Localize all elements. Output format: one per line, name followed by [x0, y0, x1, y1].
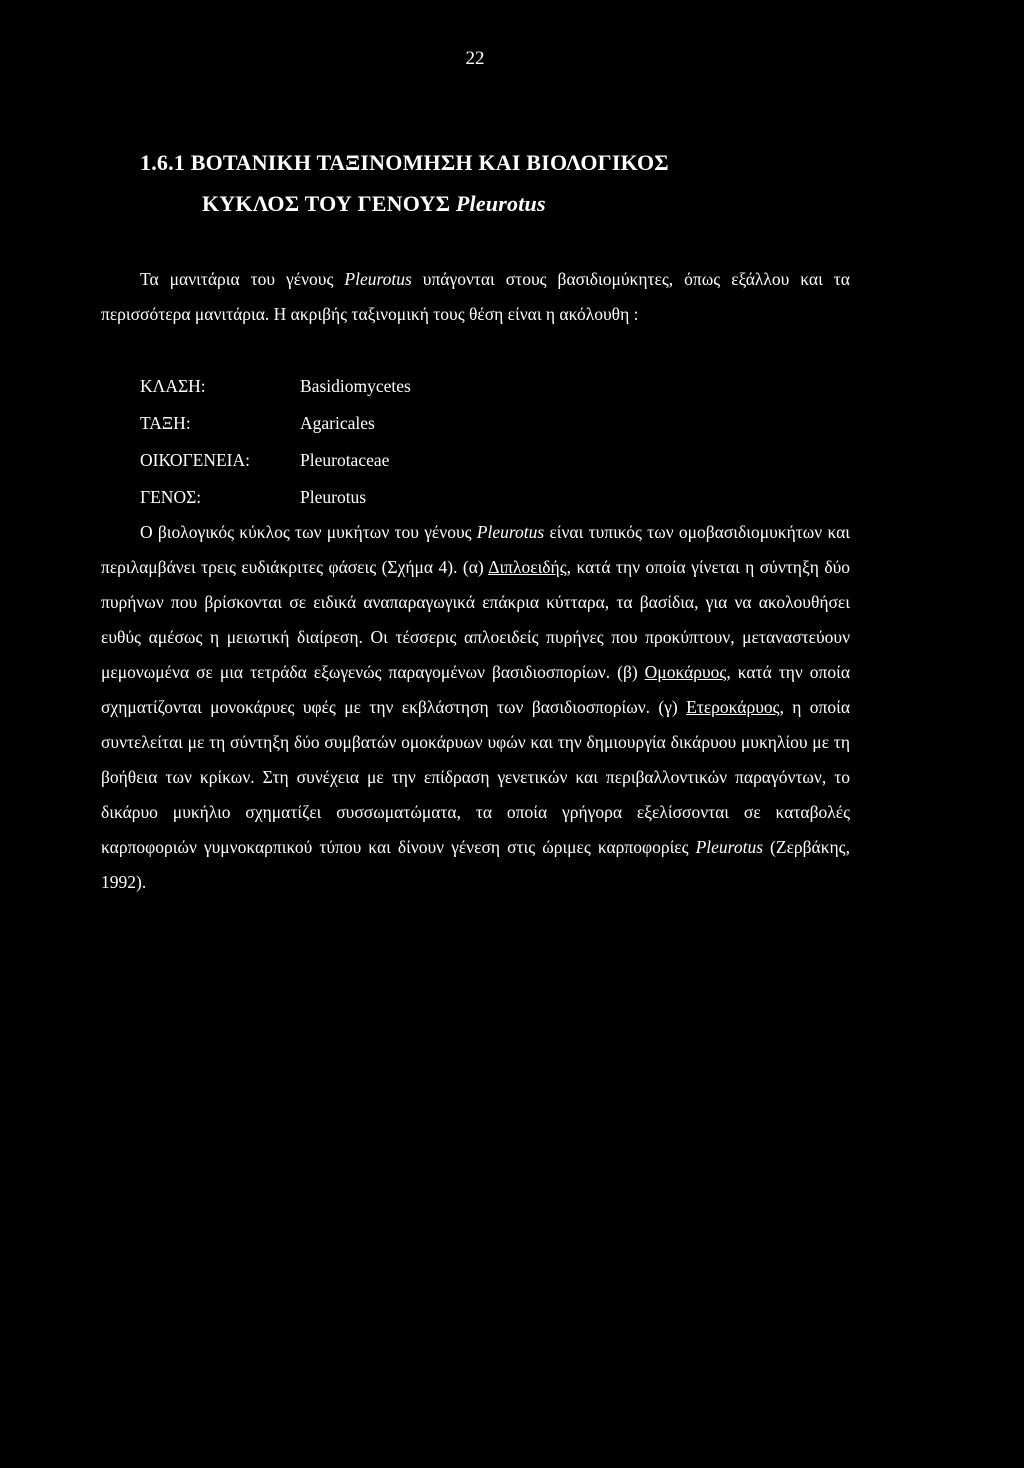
taxonomy-label: ΚΛΑΣΗ:	[140, 376, 206, 396]
taxonomy-table	[140, 368, 411, 516]
term-homokaryon: Ομοκάρυος	[644, 662, 727, 682]
body-text-5: , η οποία συντελείται με τη σύντηξη δύο συμβατών ομοκάρυων υφών και την δημιουργία δικάρυου μυκηλίου με τη βοήθεια των κρίκων. Στη συνέχεια με την επίδραση γενετικών και περιβαλλοντικών παραγόντων, το δικάρυο μυκήλιο σχηματίζει συσσωματώματα, τα οποία γρήγορα εξελίσσονται σε καταβολές καρποφοριών γυμνοκαρπικού τύπου και δίνουν γένεση στις ώριμες καρποφορίες	[101, 697, 850, 857]
taxonomy-label: ΓΕΝΟΣ:	[140, 487, 202, 507]
taxonomy-row-order	[140, 405, 411, 442]
body-text-2: είναι τυπικός των ομοβασιδιομυκήτων και περιλαμβάνει τρεις ευδιάκριτες φάσεις (Σχήμα 4). (α)	[101, 522, 850, 577]
taxonomy-row-genus	[140, 479, 411, 516]
term-heterokaryon: Ετεροκάρυος	[686, 697, 780, 717]
taxonomy-label: ΟΙΚΟΓΕΝΕΙΑ:	[140, 450, 250, 470]
heading-line-2-text: ΚΥΚΛΟΣ ΤΟΥ ΓΕΝΟΥΣ	[202, 191, 456, 216]
taxonomy-label: ΤΑΞΗ:	[140, 413, 191, 433]
section-heading-line-1	[140, 150, 669, 176]
heading-genus-name: Pleurotus	[455, 191, 546, 216]
body-text-1: Ο βιολογικός κύκλος των μυκήτων του γένους	[140, 522, 477, 542]
intro-paragraph	[101, 262, 850, 332]
term-diploid: Διπλοειδής	[488, 557, 567, 577]
intro-genus-name: Pleurotus	[344, 269, 412, 289]
body-text-4: , κατά την οποία σχηματίζονται μονοκάρυες υφές με την εκβλάστηση των βασιδιοσπορίων. (γ)	[101, 662, 850, 717]
section-heading-line-2	[202, 191, 546, 217]
taxonomy-value: Pleurotaceae	[300, 450, 390, 470]
taxonomy-value: Basidiomycetes	[300, 376, 411, 396]
taxonomy-row-family	[140, 442, 411, 479]
life-cycle-paragraph	[101, 515, 850, 900]
body-text-6: (Ζερβάκης, 1992).	[101, 837, 850, 892]
body-text-3: , κατά την οποία γίνεται η σύντηξη δύο πυρήνων που βρίσκονται σε ειδικά αναπαραγωγικά επάκρια κύτταρα, τα βασίδια, για να ακολουθήσει ευθύς αμέσως η μειωτική διαίρεση. Οι τέσσερις απλοειδείς πυρήνες που προκύπτουν, μεταναστεύουν μεμονωμένα σε μια τετράδα εξωγενώς παραγομένων βασιδιοσπορίων. (β)	[101, 557, 850, 682]
intro-text-a: Τα μανιτάρια του γένους	[140, 269, 345, 289]
taxonomy-value: Pleurotus	[300, 487, 367, 507]
taxonomy-row-class	[140, 368, 411, 405]
body-genus-name-2: Pleurotus	[695, 837, 764, 857]
intro-text-b: υπάγονται στους βασιδιομύκητες, όπως εξάλλου και τα περισσότερα μανιτάρια. Η ακριβής ταξινομική τους θέση είναι η ακόλουθη :	[101, 269, 850, 324]
page-number: 22	[465, 48, 485, 69]
body-genus-name: Pleurotus	[476, 522, 545, 542]
taxonomy-value: Agaricales	[300, 413, 375, 433]
heading-line-1-text: 1.6.1 ΒΟΤΑΝΙΚΗ ΤΑΞΙΝΟΜΗΣΗ ΚΑΙ ΒΙΟΛΟΓΙΚΟΣ	[140, 150, 669, 175]
